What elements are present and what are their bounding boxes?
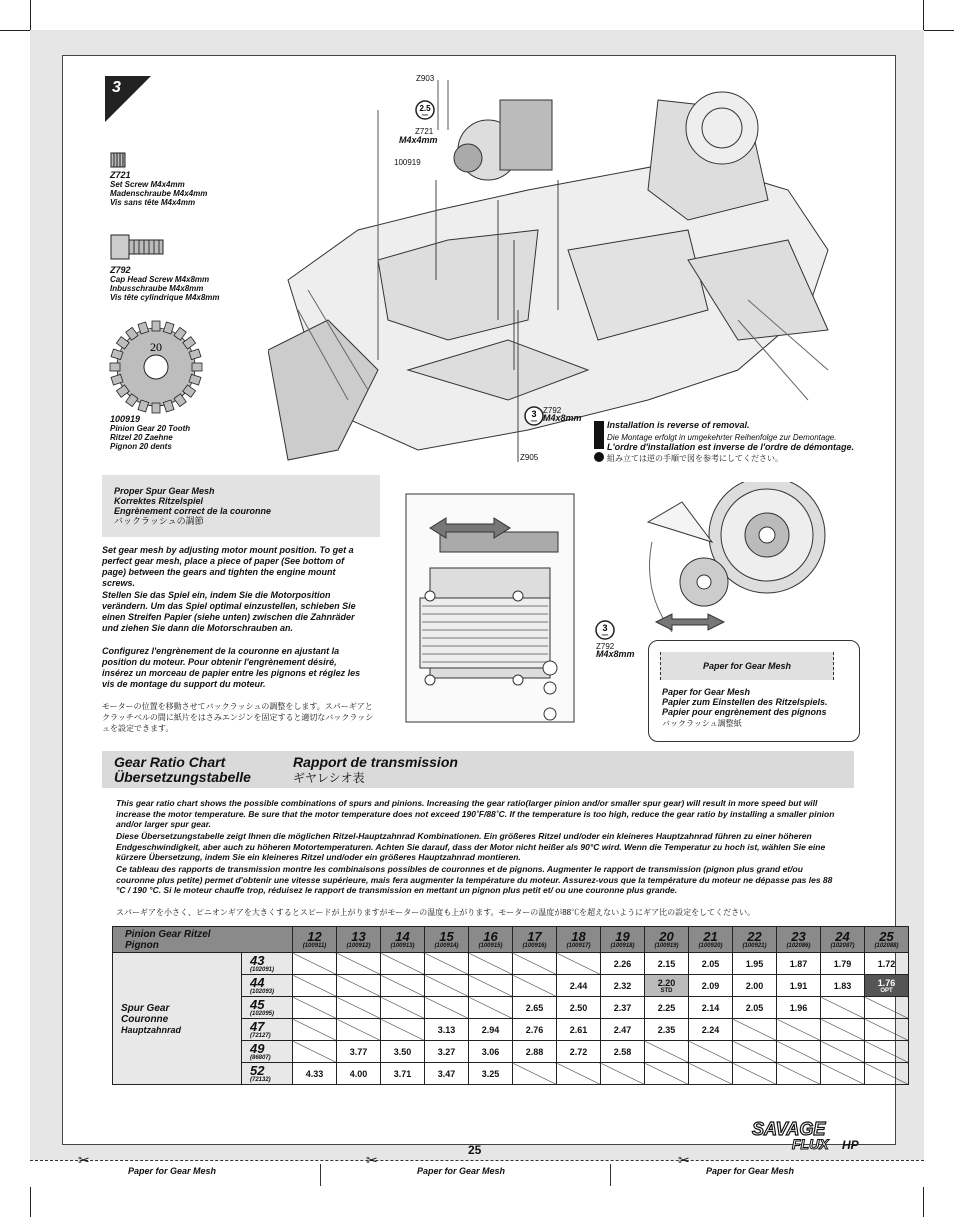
- pinion-col-header: 17 (100916): [513, 927, 557, 953]
- paper-callout-box: Paper for Gear Mesh: [660, 652, 834, 680]
- table-cell-ratio: 3.25: [469, 1063, 513, 1085]
- callout-z903: Z903: [416, 74, 435, 83]
- pinion-col-header: 21 (100920): [689, 927, 733, 953]
- pinion-col-header: 23 (102086): [777, 927, 821, 953]
- wrench-2-5mm-icon: [415, 100, 435, 120]
- mesh-text-fr: Configurez l'engrènement de la couronne en ajustant la position du moteur. Pour obtenir l'engrènement désiré, insérez un morceau de papier entre les pignons et réglez les vis de montage du support du moteur.: [102, 646, 361, 689]
- table-cell-empty: [293, 1041, 337, 1063]
- table-cell-empty: [425, 975, 469, 997]
- table-cell-empty: [337, 975, 381, 997]
- svg-text:mm: mm: [530, 418, 538, 423]
- pinion-col-header: 15 (100914): [425, 927, 469, 953]
- table-cell-ratio: 3.50: [381, 1041, 425, 1063]
- paper-callout-de: Papier zum Einstellen des Ritzelspiels.: [662, 697, 828, 707]
- pinion-col-header: 18 (100917): [557, 927, 601, 953]
- table-cell-empty: [645, 1041, 689, 1063]
- crop-mark: [923, 0, 924, 30]
- crop-mark: [0, 30, 30, 31]
- spur-row-header: 43 (102091): [242, 953, 293, 975]
- crop-mark: [30, 1187, 31, 1217]
- table-cell-empty: [425, 997, 469, 1019]
- svg-text:3: 3: [602, 623, 608, 633]
- gear-ratio-text-de: Diese Übersetzungstabelle zeigt Ihnen die möglichen Ritzel-Hauptzahnrad Kombinationen. Ein größeres Ritzel und/oder ein kleineres Hauptzahnrad führen zu einer höheren Endgeschwindigkeit, aber auch zu höheren Motortemperaturen. Achten Sie darauf, dass der Motor nicht heißer als 90°C wird. Wenn die Temperatur zu hoch ist, wählen Sie eine kürzere Übersetzung, indem Sie ein kleineres Ritzel und/oder ein größeres Hauptzahnrad montieren.: [116, 831, 826, 862]
- scissors-icon: ✂: [678, 1152, 690, 1168]
- mesh-text-de: Stellen Sie das Spiel ein, indem Sie die Motorposition verändern. Um das Spiel optimal einzustellen, schieben Sie einen Streifen Papier (siehe unten) zwischen die Zahnräder und ziehen Sie dann die Motorschrauben an.: [102, 590, 356, 633]
- crop-mark: [923, 1187, 924, 1217]
- wrench-3mm-icon: [524, 406, 544, 426]
- mesh-text-jp: モーターの位置を移動させてバックラッシュの調整をします。スパーギアとクラッチベルの間に紙片をはさみエンジンを固定すると適切なバックラッシュを設定できます。: [102, 702, 374, 733]
- table-cell-empty: [513, 975, 557, 997]
- table-cell-ratio: 2.58: [601, 1041, 645, 1063]
- gear-ratio-title-en: Gear Ratio Chart: [114, 754, 226, 770]
- spur-row-header: 44 (102093): [242, 975, 293, 997]
- savage-flux-hp-logo: [748, 1118, 888, 1154]
- spur-row-header: 49 (86807): [242, 1041, 293, 1063]
- table-cell-empty: [601, 1063, 645, 1085]
- spur-row-header: 47 (72127): [242, 1019, 293, 1041]
- mesh-text-en: Set gear mesh by adjusting motor mount position. To get a perfect gear mesh, place a piece of paper (See bottom of page) between the gears and tighten the engine mount screws.: [102, 545, 354, 588]
- part-z792: Z792 Cap Head Screw M4x8mm Inbusschraube M4x8mm Vis tête cylindrique M4x8mm: [110, 265, 220, 302]
- table-cell-ratio: 2.20 STD: [645, 975, 689, 997]
- footer-divider: [320, 1164, 321, 1186]
- table-cell-empty: [469, 953, 513, 975]
- table-cell-empty: [777, 1063, 821, 1085]
- paper-callout-fr: Papier pour engrènement des pignons: [662, 707, 827, 717]
- table-cell-ratio: 2.15: [645, 953, 689, 975]
- table-cell-empty: [689, 1041, 733, 1063]
- table-cell-ratio: 2.26: [601, 953, 645, 975]
- spur-row-header: 52 (72132): [242, 1063, 293, 1085]
- table-cell-ratio: 3.71: [381, 1063, 425, 1085]
- pinion-col-header: 25 (102088): [865, 927, 909, 953]
- table-cell-empty: [513, 953, 557, 975]
- gear-ratio-text-jp: スパーギアを小さく、ピニオンギアを大きくするとスピードが上がりますがモーターの温度も上がります。モーターの温度が88℃を超えないようにギア比の設定をしてください。: [116, 908, 756, 917]
- footer-paper-label: Paper for Gear Mesh: [706, 1166, 795, 1176]
- table-cell-empty: [689, 1063, 733, 1085]
- pinion-col-header: 24 (102087): [821, 927, 865, 953]
- footer-paper-label: Paper for Gear Mesh: [128, 1166, 217, 1176]
- table-cell-ratio: 2.94: [469, 1019, 513, 1041]
- scissors-icon: ✂: [78, 1152, 90, 1168]
- svg-text:mm: mm: [421, 112, 429, 117]
- install-note-fr: L'ordre d'installation est inverse de l'ordre de démontage.: [607, 442, 854, 452]
- table-cell-ratio: 1.72: [865, 953, 909, 975]
- gear-ratio-table: [112, 926, 909, 1085]
- pinion-col-header: 22 (100921): [733, 927, 777, 953]
- gear-ratio-title-de: Übersetzungstabelle: [114, 769, 251, 785]
- table-cell-ratio: 2.00: [733, 975, 777, 997]
- cap-head-screw-icon: [110, 234, 166, 260]
- svg-text:HP: HP: [842, 1138, 859, 1152]
- detail-z792-size: M4x8mm: [596, 649, 635, 659]
- gear-ratio-title-jp: ギヤレシオ表: [293, 771, 365, 785]
- scissors-icon: ✂: [366, 1152, 378, 1168]
- callout-z905: Z905: [520, 453, 539, 462]
- table-cell-ratio: 2.25: [645, 997, 689, 1019]
- table-cell-ratio: 2.65: [513, 997, 557, 1019]
- table-cell-ratio: 2.14: [689, 997, 733, 1019]
- table-cell-empty: [821, 1041, 865, 1063]
- table-cell-ratio: 2.24: [689, 1019, 733, 1041]
- table-cell-empty: [337, 1019, 381, 1041]
- svg-text:FLUX: FLUX: [792, 1136, 829, 1152]
- table-cell-ratio: 2.09: [689, 975, 733, 997]
- pinion-header: Pinion Gear Ritzel Pignon: [113, 927, 293, 953]
- table-cell-empty: [777, 1041, 821, 1063]
- table-cell-ratio: 4.00: [337, 1063, 381, 1085]
- table-cell-empty: [733, 1041, 777, 1063]
- table-cell-ratio: 2.72: [557, 1041, 601, 1063]
- chassis-assembly-diagram: [268, 70, 864, 470]
- motor-mount-detail-diagram: [400, 488, 580, 728]
- crop-mark: [924, 30, 954, 31]
- callout-z792-size: M4x8mm: [543, 413, 582, 423]
- table-cell-ratio: 2.88: [513, 1041, 557, 1063]
- pinion-col-header: 14 (100913): [381, 927, 425, 953]
- gear-tooth: [110, 363, 120, 371]
- table-cell-empty: [821, 1063, 865, 1085]
- table-cell-ratio: 1.95: [733, 953, 777, 975]
- table-row: [113, 953, 909, 975]
- install-note-de: Die Montage erfolgt in umgekehrter Reihenfolge zur Demontage.: [607, 433, 837, 442]
- footer-divider: [610, 1164, 611, 1186]
- pinion-col-header: 13 (100912): [337, 927, 381, 953]
- cut-line: [30, 1160, 924, 1161]
- table-cell-empty: [381, 953, 425, 975]
- table-cell-ratio: 1.96: [777, 997, 821, 1019]
- table-cell-ratio: 2.61: [557, 1019, 601, 1041]
- table-cell-empty: [425, 953, 469, 975]
- table-cell-empty: [337, 997, 381, 1019]
- table-cell-ratio: 2.50: [557, 997, 601, 1019]
- table-cell-empty: [865, 1041, 909, 1063]
- gear-mesh-paper-diagram: [642, 482, 854, 642]
- set-screw-icon: [110, 152, 126, 168]
- table-cell-ratio: 3.13: [425, 1019, 469, 1041]
- table-cell-empty: [733, 1063, 777, 1085]
- table-cell-ratio: 2.37: [601, 997, 645, 1019]
- table-cell-empty: [513, 1063, 557, 1085]
- table-cell-ratio: 2.05: [689, 953, 733, 975]
- gear-tooth: [152, 321, 160, 331]
- svg-text:3: 3: [531, 409, 537, 419]
- table-cell-empty: [777, 1019, 821, 1041]
- table-cell-ratio: 2.05: [733, 997, 777, 1019]
- table-cell-empty: [381, 997, 425, 1019]
- table-cell-empty: [381, 975, 425, 997]
- crop-mark: [30, 0, 31, 30]
- svg-text:mm: mm: [601, 632, 609, 637]
- table-cell-ratio: 1.91: [777, 975, 821, 997]
- svg-text:SAVAGE: SAVAGE: [752, 1119, 826, 1139]
- spur-gear-label: Spur Gear Couronne Hauptzahnrad: [113, 953, 242, 1085]
- table-cell-empty: [865, 1063, 909, 1085]
- table-cell-ratio: 2.35: [645, 1019, 689, 1041]
- table-cell-empty: [733, 1019, 777, 1041]
- table-cell-ratio: 1.79: [821, 953, 865, 975]
- table-cell-empty: [821, 1019, 865, 1041]
- table-cell-empty: [865, 997, 909, 1019]
- table-cell-empty: [557, 953, 601, 975]
- paper-callout-jp: バックラッシュ調整紙: [662, 719, 742, 728]
- table-cell-empty: [469, 997, 513, 1019]
- table-cell-empty: [293, 997, 337, 1019]
- table-cell-empty: [469, 975, 513, 997]
- table-cell-ratio: 3.27: [425, 1041, 469, 1063]
- callout-100919: 100919: [394, 158, 421, 167]
- table-cell-ratio: 2.32: [601, 975, 645, 997]
- install-note-jp: 組み立ては逆の手順で図を参考にしてください。: [607, 454, 783, 463]
- gear-ratio-text-en: This gear ratio chart shows the possible combinations of spurs and pinions. Increasing the gear ratio(larger pinion and/or smaller spur gear) will result in more speed but will increase the motor temperature. Be sure that the motor temperature does not exceed 190˚F/88˚C. If the temperature is too high, reduce the gear ratio by installing a smaller pinion and/or larger spur gear.: [116, 798, 835, 829]
- pinion-col-header: 20 (100919): [645, 927, 689, 953]
- table-cell-ratio: 2.44: [557, 975, 601, 997]
- table-cell-empty: [865, 1019, 909, 1041]
- table-cell-empty: [557, 1063, 601, 1085]
- table-cell-ratio: 2.76: [513, 1019, 557, 1041]
- page-number: 25: [468, 1143, 482, 1157]
- table-cell-empty: [337, 953, 381, 975]
- footer-paper-label: Paper for Gear Mesh: [417, 1166, 506, 1176]
- install-note-en: Installation is reverse of removal.: [607, 420, 750, 430]
- table-cell-empty: [821, 997, 865, 1019]
- pinion-gear-icon: [104, 320, 208, 414]
- gear-ratio-text-fr: Ce tableau des rapports de transmission montre les combinaisons possibles de couronnes et de pignons. Augmenter le rapport de transmission (pignon plus grand et/ou couronne plus petite) permet d'obtenir une vitesse supérieure, mais fera augmenter la température du moteur. Assurez-vous que la température du moteur ne dépasse pas les 88 °C / 190 °C. Si le moteur chauffe trop, réduisez le rapport de transmission en mettant un pignon plus petit et/ ou une couronne plus grande.: [116, 864, 833, 895]
- paper-callout-en: Paper for Gear Mesh: [662, 687, 751, 697]
- gear-mesh-heading-box: Proper Spur Gear Mesh Korrektes Ritzelspiel Engrènement correct de la couronne バックラッシュの調節: [102, 475, 380, 537]
- spur-row-header: 45 (102095): [242, 997, 293, 1019]
- svg-text:2.5: 2.5: [419, 104, 431, 113]
- table-cell-empty: [293, 975, 337, 997]
- svg-text:20: 20: [150, 340, 162, 354]
- table-cell-ratio: 2.47: [601, 1019, 645, 1041]
- table-cell-empty: [645, 1063, 689, 1085]
- warning-icon: [592, 420, 606, 464]
- part-100919: 100919 Pinion Gear 20 Tooth Ritzel 20 Zaehne Pignon 20 dents: [110, 414, 191, 451]
- pinion-col-header: 16 (100915): [469, 927, 513, 953]
- table-cell-ratio: 4.33: [293, 1063, 337, 1085]
- table-cell-ratio: 3.77: [337, 1041, 381, 1063]
- table-cell-empty: [293, 1019, 337, 1041]
- callout-z792: Z792: [543, 406, 562, 415]
- gear-tooth: [152, 403, 160, 413]
- step-number: 3: [112, 79, 121, 96]
- table-cell-empty: [381, 1019, 425, 1041]
- callout-z721-size: M4x4mm: [399, 135, 438, 145]
- pinion-col-header: 12 (100911): [293, 927, 337, 953]
- table-cell-ratio: 1.83: [821, 975, 865, 997]
- table-cell-ratio: 1.87: [777, 953, 821, 975]
- gear-ratio-title-fr: Rapport de transmission: [293, 754, 458, 770]
- callout-z721: Z721: [415, 127, 434, 136]
- pinion-col-header: 19 (100918): [601, 927, 645, 953]
- table-cell-ratio: 3.06: [469, 1041, 513, 1063]
- part-z721: Z721 Set Screw M4x4mm Madenschraube M4x4mm Vis sans tête M4x4mm: [110, 170, 208, 207]
- detail-z792: Z792: [596, 642, 615, 651]
- table-cell-empty: [293, 953, 337, 975]
- table-cell-ratio: 3.47: [425, 1063, 469, 1085]
- table-cell-ratio: 1.76 OPT: [865, 975, 909, 997]
- gear-tooth: [192, 363, 202, 371]
- wrench-3mm-detail-icon: [595, 620, 615, 640]
